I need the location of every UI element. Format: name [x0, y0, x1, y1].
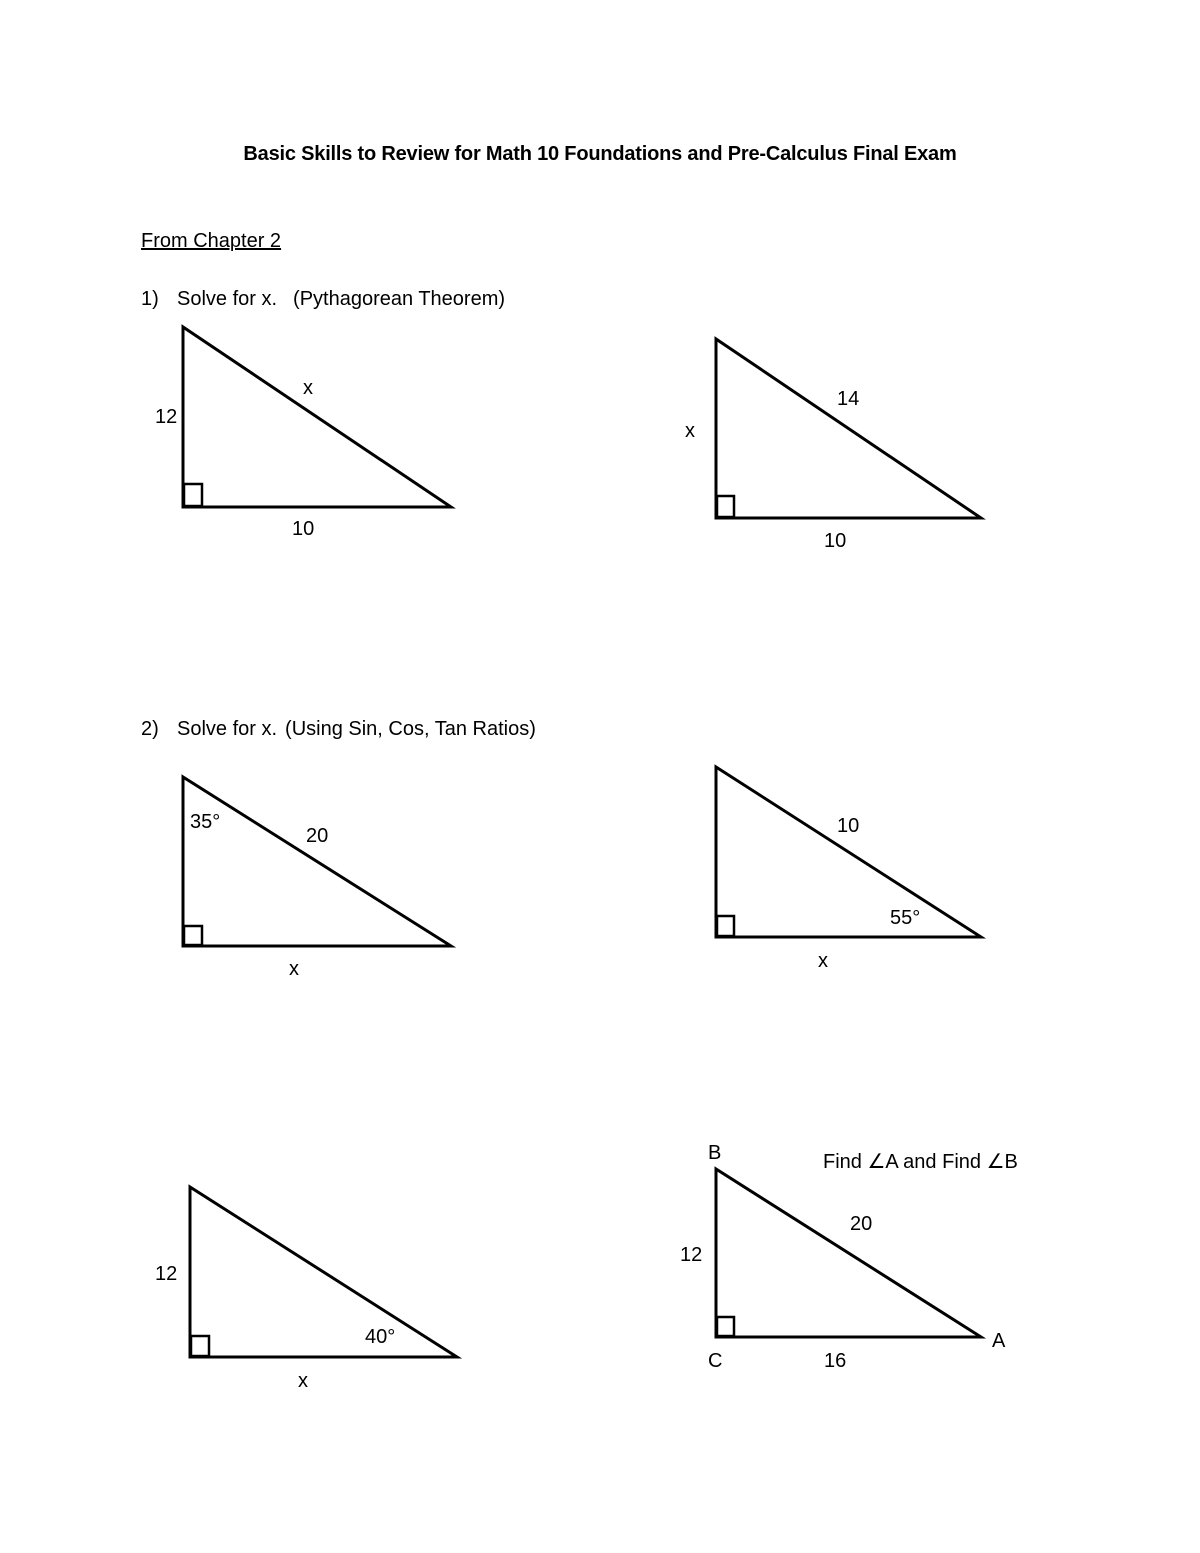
problem-2-instruction: Solve for x. [177, 718, 278, 740]
triangle-2a [183, 777, 451, 980]
triangle-1a-hypotenuse-label: x [303, 377, 313, 399]
triangle-1a-vertical-label: 12 [155, 406, 178, 428]
triangle-2c-vertical-label: 12 [155, 1263, 178, 1285]
problem-1-instruction: Solve for x. [177, 288, 278, 310]
right-angle-marker [191, 1336, 209, 1356]
triangle-2d-vertex-c-label: C [708, 1350, 723, 1372]
triangle-2d-vertical-label: 12 [680, 1244, 703, 1266]
triangle-2b-angle-label: 55° [890, 907, 921, 929]
triangle-1a-outline [183, 327, 451, 507]
triangle-2d-outline [716, 1169, 981, 1337]
triangle-2d-horizontal-label: 16 [824, 1350, 847, 1372]
right-angle-marker [717, 1317, 734, 1336]
right-angle-marker [184, 484, 202, 506]
triangle-2a-angle-label: 35° [190, 811, 221, 833]
chapter-heading: From Chapter 2 [141, 230, 282, 252]
page-title: Basic Skills to Review for Math 10 Foundations and Pre-Calculus Final Exam [243, 143, 957, 165]
triangle-1b-horizontal-label: 10 [824, 530, 847, 552]
triangle-2d [680, 1142, 1018, 1372]
problem-1-method: (Pythagorean Theorem) [293, 288, 506, 310]
triangle-2b-horizontal-label: x [818, 950, 828, 972]
triangle-2a-outline [183, 777, 451, 946]
problem-1-number: 1) [141, 288, 159, 310]
triangle-2d-vertex-b-label: B [708, 1142, 722, 1164]
triangle-1a-horizontal-label: 10 [292, 518, 315, 540]
triangle-2c-outline [190, 1187, 457, 1357]
triangle-1b [685, 339, 981, 552]
triangle-2a-horizontal-label: x [289, 958, 299, 980]
triangle-1b-hypotenuse-label: 14 [837, 388, 860, 410]
triangle-2b [716, 767, 981, 972]
triangle-2c-angle-label: 40° [365, 1326, 396, 1348]
triangle-2b-hypotenuse-label: 10 [837, 815, 860, 837]
triangle-2b-outline [716, 767, 981, 937]
triangle-1b-vertical-label: x [685, 420, 695, 442]
right-angle-marker [717, 496, 734, 517]
triangle-2d-vertex-a-label: A [992, 1330, 1006, 1352]
triangle-2d-hypotenuse-label: 20 [850, 1213, 873, 1235]
problem-2-number: 2) [141, 718, 159, 740]
right-angle-marker [184, 926, 202, 945]
right-angle-marker [717, 916, 734, 936]
problem-2-method: (Using Sin, Cos, Tan Ratios) [285, 718, 536, 740]
triangle-2c-horizontal-label: x [298, 1370, 308, 1392]
triangle-2d-prompt: Find ∠A and Find ∠B [823, 1151, 1018, 1173]
triangle-2a-hypotenuse-label: 20 [306, 825, 329, 847]
triangle-1b-outline [716, 339, 981, 518]
triangle-2c [155, 1187, 457, 1392]
triangle-1a [155, 327, 451, 540]
